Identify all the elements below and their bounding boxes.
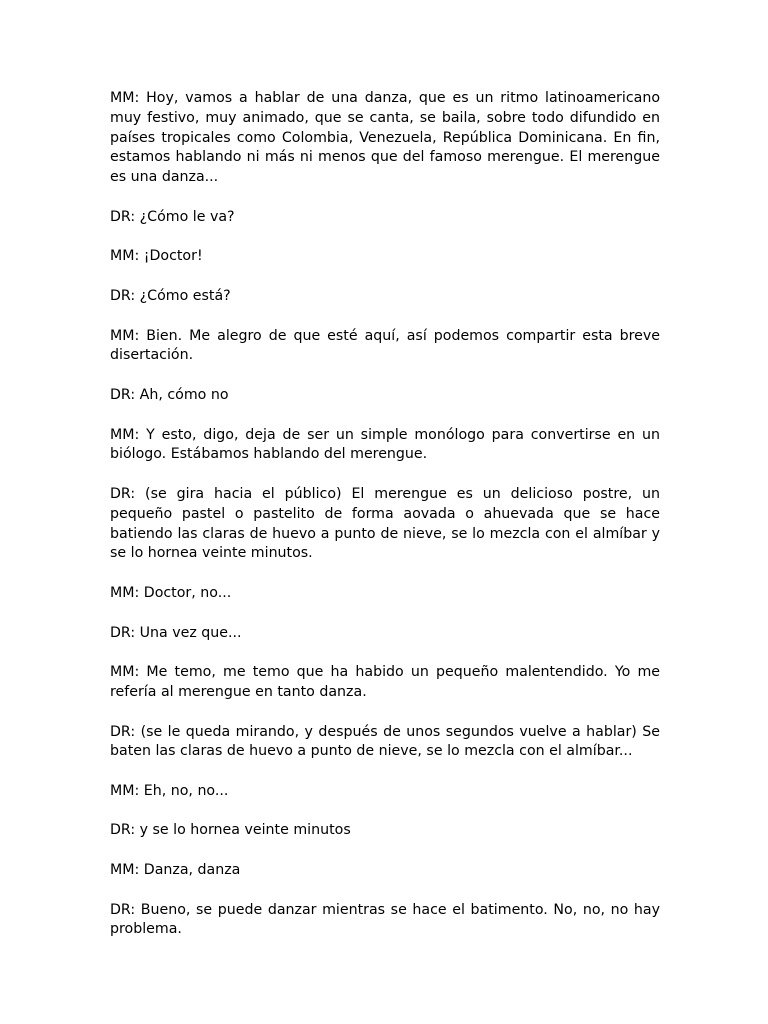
dialogue-paragraph: MM: Me temo, me temo que ha habido un pequeño malentendido. Yo me refería al merengue en tanto danza.: [110, 664, 660, 700]
dialogue-paragraph: MM: ¡Doctor!: [110, 248, 203, 265]
dialogue-paragraph: MM: Doctor, no...: [110, 584, 232, 601]
dialogue-paragraph: DR: (se le queda mirando, y después de unos segundos vuelve a hablar) Se baten las claras de huevo a punto de nieve, se lo mezcla con el almíbar...: [110, 723, 660, 760]
dialogue-paragraph: MM: Danza, danza: [110, 862, 241, 879]
dialogue-paragraph: DR: Una vez que...: [110, 624, 242, 641]
document-page: [110, 89, 660, 960]
dialogue-paragraph: MM: Hoy, vamos a hablar de una danza, que es un ritmo latinoamericano muy festivo, muy animado, que se canta, se baila, sobre todo difundido en países tropicales como Colombia, Venezuela, República Dominicana. En fin, estamos hablando ni más ni menos que del famoso merengue. El merengue es una danza...: [110, 90, 660, 186]
dialogue-paragraph: DR: Ah, cómo no: [110, 386, 229, 403]
dialogue-paragraph: DR: ¿Cómo le va?: [110, 208, 235, 225]
dialogue-paragraph: DR: y se lo hornea veinte minutos: [110, 822, 351, 839]
dialogue-paragraph: MM: Y esto, digo, deja de ser un simple monólogo para convertirse en un biólogo. Estábamos hablando del merengue.: [110, 426, 660, 463]
dialogue-paragraph: DR: Bueno, se puede danzar mientras se hace el batimento. No, no, no hay problema.: [110, 901, 660, 938]
dialogue-paragraph: MM: Bien. Me alegro de que esté aquí, así podemos compartir esta breve disertación.: [110, 327, 660, 364]
dialogue-paragraph: DR: (se gira hacia el público) El merengue es un delicioso postre, un pequeño pastel o pastelito de forma aovada o ahuevada que se hace batiendo las claras de huevo a punto de nieve, se lo mezcla con el almíbar y se lo hornea veinte minutos.: [110, 485, 660, 562]
dialogue-paragraph: MM: Eh, no, no...: [110, 782, 229, 799]
dialogue-paragraph: DR: ¿Cómo está?: [110, 287, 231, 304]
